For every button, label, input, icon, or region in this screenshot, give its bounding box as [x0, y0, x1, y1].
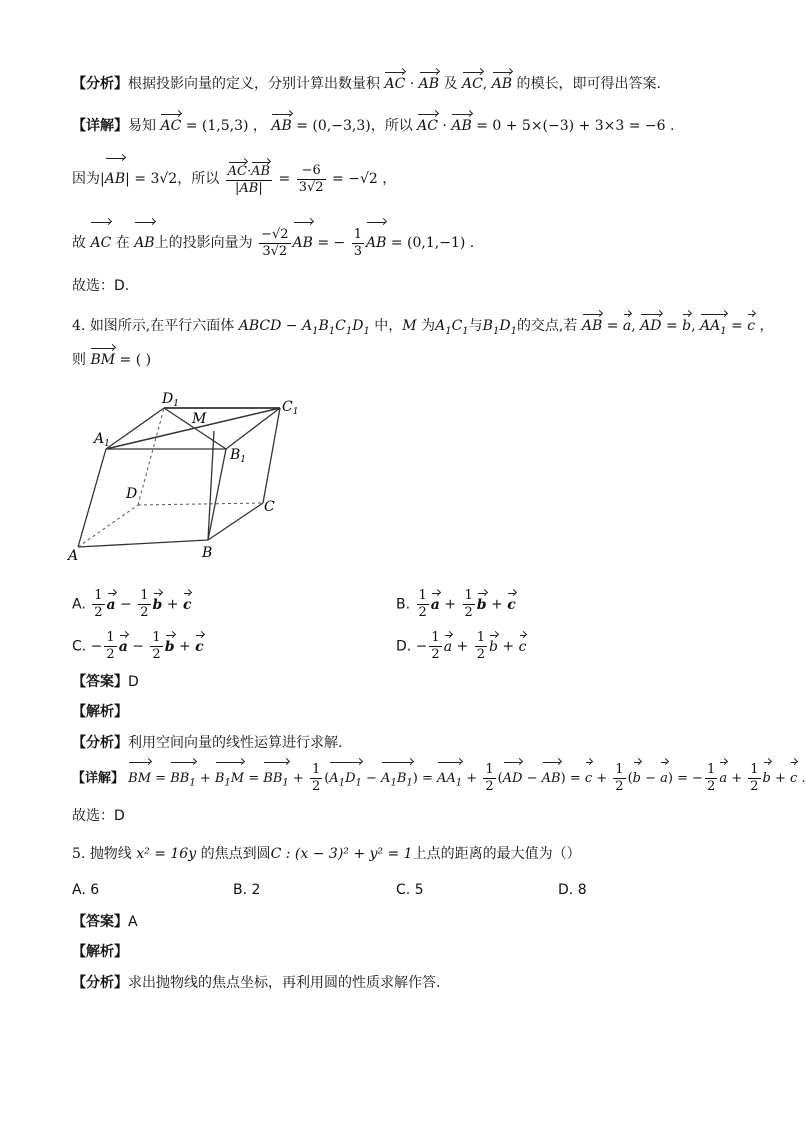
q3-conclusion-mid2: 上的投影向量为: [154, 235, 253, 251]
q3-proj-num: −6: [297, 163, 326, 180]
q4-number: 4.: [72, 318, 86, 334]
edge-ab: [78, 540, 208, 547]
label-c1: $C_1$: [282, 399, 299, 417]
q3-analysis-text: 根据投影向量的定义，分别计算出数量积: [128, 76, 380, 92]
q4-answer-line: [72, 672, 139, 692]
q5-answer-line: [72, 912, 138, 932]
vec-ab: AB: [293, 222, 313, 262]
q4-option-d: D. − $\frac{1}{2}$ a + $\frac{1}{2}$ b + c: [396, 630, 527, 662]
q4-option-c: C. − $\frac{1}{2}$ a − $\frac{1}{2}$ b + c: [72, 630, 204, 662]
vec-ac: AC: [160, 114, 181, 136]
parallelepiped-figure: [68, 385, 318, 565]
q4-stem: 如图所示,在平行六面体: [89, 318, 235, 334]
hidden-edge-dd1: [138, 408, 164, 505]
q5-circle: C : (x − 3)² + y² = 1: [270, 846, 413, 862]
q4-option-c-label: C.: [72, 638, 87, 655]
q3-so2: ，所以: [177, 171, 220, 187]
q5-option-b: B. 2: [233, 882, 261, 898]
vec-ab: AB: [492, 72, 512, 94]
q4-stem3: 为: [421, 318, 436, 334]
q3-so1: ，所以: [370, 118, 413, 134]
q3-proj-den: 3√2: [298, 179, 324, 195]
q3-choose: 故选：D.: [72, 278, 130, 294]
q3-analysis-label: 【分析】: [72, 76, 128, 92]
q4-detail-line: 【详解】 BM = $BB_1 + B_1M = BB_1$ + $\frac{1}{2}$ $(A_1D_1 - A_1B_1) = AA_1$ + $\frac{1}{2}$ (AD − AB) = c + $\frac{1}{2}$ (b − a) = − $\frac{1}{2}$ a + $\frac{1}{2}$ b + c .: [72, 762, 806, 799]
q4-analysis-text: 利用空间向量的线性运算进行求解.: [128, 735, 343, 751]
vec-bm: BM: [90, 348, 115, 370]
label-a1: $A_1$: [94, 431, 110, 449]
q4-stem5: 的交点,若: [516, 318, 578, 334]
q4-stem2: 中，: [374, 318, 403, 334]
vec-ab: AB: [366, 222, 386, 262]
q3-ac-value: = (1,5,3): [185, 118, 249, 134]
q5-analysis-head: 【解析】: [72, 944, 128, 960]
q4-analysis-line: [72, 733, 342, 753]
q3-analysis-line: 【分析】根据投影向量的定义，分别计算出数量积 AC · AB 及 AC, AB 的模长，即可得出答案.: [72, 72, 661, 94]
q4-answer-label: 【答案】: [72, 674, 128, 690]
label-d1: $D_1$: [162, 391, 179, 409]
q3-conclusion-prefix: 故: [72, 235, 86, 251]
q3-ab-norm: | = 3√2: [125, 171, 178, 187]
vec-ac: AC: [384, 72, 405, 94]
q3-proj-fraction-rhs: [297, 163, 326, 196]
q3-detail-line: 【详解】易知 AC = (1,5,3) ， AB = (0,−3,3)，所以 AC · AB = 0 + 5×(−3) + 3×3 = −6 .: [72, 114, 674, 136]
edge-aa1: [78, 449, 106, 547]
q3-detail-intro: 易知: [128, 118, 156, 134]
hidden-edge-ad: [78, 505, 138, 547]
q3-because-line: 因为|AB| = 3√2，所以 $\frac{AC\cdot AB}{|AB|}$ = $\frac{-6}{3√2}$ = −√2 ，: [72, 158, 396, 198]
q5-number: 5.: [72, 846, 86, 862]
q4-option-b-label: B.: [396, 596, 411, 613]
label-c: C: [264, 499, 275, 515]
label-d: D: [126, 486, 138, 502]
q4-ask-line: [72, 348, 151, 370]
q5-stem2: 的焦点到圆: [200, 846, 271, 862]
q4-ask-tail: = ( ): [119, 352, 152, 368]
q3-analysis-tail: 的模长，即可得出答案.: [516, 76, 661, 92]
q3-analysis-and: 及: [443, 76, 458, 92]
label-b1: $B_1$: [230, 447, 247, 465]
vec-ab: AB: [105, 158, 125, 198]
q4-option-d-label: D.: [396, 638, 412, 655]
q5-option-a: A. 6: [72, 882, 100, 898]
q3-conclusion-mid: 在: [115, 235, 130, 251]
q4-stem4: 与: [468, 318, 483, 334]
q3-detail-label: 【详解】: [72, 118, 128, 134]
label-a: A: [68, 548, 79, 564]
q5-stem3: 上点的距离的最大值为（）: [412, 846, 581, 862]
q5-analysis-line: [72, 973, 440, 993]
q5-analysis-label: 【分析】: [72, 975, 128, 991]
q4-stem-line: 4. 如图所示,在平行六面体 ABCD − $A_1B_1C_1D_1$ 中，M 为$A_1C_1$与$B_1D_1$的交点,若 AB = a, AD = b, $AA_1 = c$ ，: [72, 314, 774, 342]
q4-analysis-label: 【分析】: [72, 735, 128, 751]
edge-bc: [208, 503, 263, 540]
q5-stem-line: [72, 844, 581, 864]
vec-ab: AB: [271, 114, 291, 136]
q3-conclusion-result: = (0,1,−1) .: [390, 235, 475, 251]
q5-eq: x² = 16y: [136, 846, 197, 862]
q4-detail-label: 【详解】: [72, 771, 125, 786]
q4-option-b: B. $\frac{1}{2}$ a + $\frac{1}{2}$ b + c: [396, 588, 516, 620]
vec-ac: AC: [90, 222, 111, 262]
q4-option-a-label: A.: [72, 596, 86, 613]
q5-analysis-text: 求出抛物线的焦点坐标，再利用圆的性质求解作答.: [128, 975, 441, 991]
q4-choose: 故选：D: [72, 808, 125, 824]
q3-proj-result: = −√2 ，: [332, 171, 397, 187]
vec-ab: AB: [451, 114, 471, 136]
vec-ac: AC: [462, 72, 483, 94]
q3-because: 因为: [72, 171, 100, 187]
q5-answer-label: 【答案】: [72, 914, 128, 930]
q5-answer: A: [128, 914, 138, 930]
q5-option-c: C. 5: [396, 882, 424, 898]
q4-option-a: A. $\frac{1}{2}$ a − $\frac{1}{2}$ b + c: [72, 588, 192, 620]
q3-dot-calc: = 0 + 5×(−3) + 3×3 = −6 .: [476, 118, 675, 134]
vec-ac: AC: [417, 114, 438, 136]
q3-conclusion-line: 故 AC 在 AB上的投影向量为 $\frac{-√2}{3√2}$ AB = − $\frac{1}{3}$ AB = (0,1,−1) .: [72, 222, 474, 262]
vec-ab: AB: [419, 72, 439, 94]
label-m: M: [192, 411, 207, 427]
q5-option-d: D. 8: [558, 882, 587, 898]
q3-ab-value: = (0,−3,3): [296, 118, 371, 134]
label-b: B: [202, 545, 213, 561]
edge-cc1: [263, 408, 280, 503]
q4-answer: D: [128, 674, 139, 690]
q3-coef-fraction: $\frac{-√2}{3√2}$: [261, 226, 289, 259]
q5-stem: 抛物线: [89, 846, 132, 862]
vec-ab: AB: [134, 222, 154, 262]
q4-analysis-head: 【解析】: [72, 704, 128, 720]
q3-third-fraction: $\frac{1}{3}$: [353, 226, 362, 259]
q4-ask: 则: [72, 352, 86, 368]
q3-proj-fraction-lhs: $\frac{AC\cdot AB}{|AB|}$: [227, 163, 271, 196]
hidden-edge-dc: [138, 503, 263, 505]
